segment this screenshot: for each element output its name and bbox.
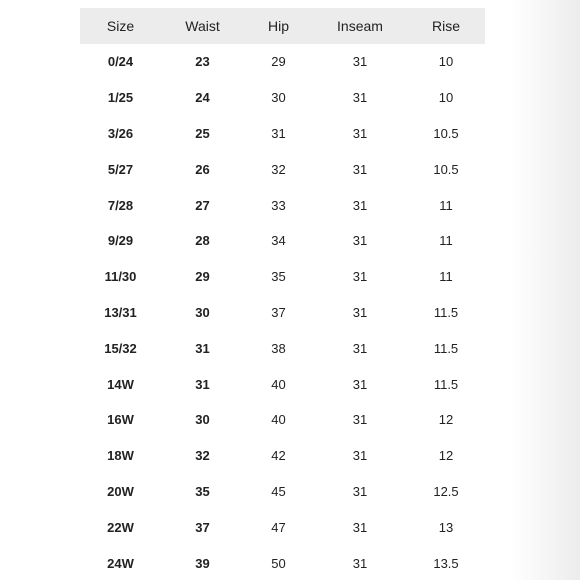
- cell-hip: 30: [271, 90, 286, 106]
- cell-rise: 12: [438, 412, 454, 428]
- cell-rise: 11.5: [433, 376, 459, 392]
- cell-hip: 50: [271, 555, 286, 571]
- size-chart-table: [80, 8, 485, 580]
- cell-inseam: 31: [352, 54, 368, 70]
- cell-inseam: 31: [352, 412, 368, 428]
- size-chart-header: [80, 8, 485, 44]
- cell-inseam: 31: [352, 125, 368, 141]
- cell-hip: 31: [271, 125, 286, 141]
- table-row: [80, 295, 485, 331]
- table-row: [80, 116, 485, 152]
- cell-hip: 42: [271, 448, 286, 464]
- cell-waist: 31: [195, 340, 210, 356]
- cell-inseam: 31: [352, 376, 368, 392]
- cell-hip: 29: [271, 54, 286, 70]
- cell-waist: 23: [195, 54, 210, 70]
- cell-waist: 30: [195, 304, 210, 320]
- cell-waist: 29: [195, 269, 210, 285]
- header-inseam: Inseam: [337, 18, 383, 34]
- cell-hip: 34: [271, 233, 286, 249]
- cell-inseam: 31: [352, 304, 368, 320]
- cell-size: 13/31: [104, 304, 137, 320]
- table-row: [80, 80, 485, 116]
- cell-inseam: 31: [352, 233, 368, 249]
- cell-inseam: 31: [352, 90, 368, 106]
- cell-waist: 37: [195, 519, 210, 535]
- cell-waist: 28: [195, 233, 210, 249]
- cell-rise: 12: [438, 448, 454, 464]
- table-row: [80, 330, 485, 366]
- cell-hip: 45: [271, 483, 286, 499]
- cell-size: 22W: [107, 519, 134, 535]
- cell-waist: 25: [195, 125, 210, 141]
- table-row: [80, 187, 485, 223]
- cell-waist: 27: [195, 197, 210, 213]
- table-row: [80, 474, 485, 510]
- table-row: [80, 44, 485, 80]
- cell-rise: 10.5: [433, 125, 459, 141]
- cell-size: 1/25: [107, 90, 134, 106]
- cell-size: 5/27: [107, 161, 134, 177]
- cell-rise: 10: [438, 54, 454, 70]
- cell-size: 14W: [107, 376, 134, 392]
- cell-waist: 31: [195, 376, 210, 392]
- cell-size: 15/32: [104, 340, 137, 356]
- table-row: [80, 259, 485, 295]
- cell-inseam: 31: [352, 555, 368, 571]
- cell-size: 24W: [107, 555, 134, 571]
- cell-inseam: 31: [352, 161, 368, 177]
- cell-waist: 26: [195, 161, 210, 177]
- size-chart-body: [80, 44, 485, 580]
- cell-rise: 11: [439, 269, 453, 285]
- cell-rise: 10: [438, 90, 454, 106]
- cell-size: 0/24: [107, 54, 134, 70]
- cell-hip: 38: [271, 340, 286, 356]
- cell-size: 7/28: [107, 197, 134, 213]
- cell-rise: 13.5: [433, 555, 459, 571]
- cell-rise: 11: [439, 197, 453, 213]
- cell-hip: 37: [271, 304, 286, 320]
- cell-inseam: 31: [352, 269, 368, 285]
- cell-inseam: 31: [352, 448, 368, 464]
- cell-size: 18W: [107, 448, 134, 464]
- cell-rise: 10.5: [433, 161, 459, 177]
- cell-inseam: 31: [352, 197, 368, 213]
- cell-inseam: 31: [352, 519, 368, 535]
- table-row: [80, 545, 485, 580]
- cell-hip: 32: [271, 161, 286, 177]
- cell-rise: 13: [438, 519, 454, 535]
- cell-waist: 35: [195, 483, 210, 499]
- right-edge-shadow: [510, 0, 580, 580]
- cell-waist: 30: [195, 412, 210, 428]
- header-row: [80, 8, 485, 44]
- header-hip: Hip: [267, 18, 289, 34]
- table-row: [80, 151, 485, 187]
- header-waist: Waist: [185, 18, 220, 34]
- cell-inseam: 31: [352, 483, 368, 499]
- header-rise: Rise: [431, 18, 460, 34]
- cell-hip: 40: [271, 412, 286, 428]
- cell-waist: 24: [195, 90, 210, 106]
- cell-hip: 35: [271, 269, 286, 285]
- cell-rise: 11.5: [433, 340, 459, 356]
- cell-rise: 11.5: [433, 304, 459, 320]
- cell-size: 3/26: [107, 125, 134, 141]
- cell-rise: 11: [439, 233, 453, 249]
- cell-size: 20W: [107, 483, 134, 499]
- table-row: [80, 402, 485, 438]
- cell-waist: 32: [195, 448, 210, 464]
- cell-size: 16W: [107, 412, 134, 428]
- cell-hip: 47: [271, 519, 286, 535]
- cell-size: 9/29: [107, 233, 134, 249]
- header-size: Size: [106, 18, 135, 34]
- cell-hip: 33: [271, 197, 286, 213]
- cell-rise: 12.5: [433, 483, 459, 499]
- cell-inseam: 31: [352, 340, 368, 356]
- cell-waist: 39: [195, 555, 210, 571]
- table-row: [80, 223, 485, 259]
- table-row: [80, 509, 485, 545]
- cell-size: 11/30: [104, 269, 137, 285]
- table-row: [80, 438, 485, 474]
- table-row: [80, 366, 485, 402]
- cell-hip: 40: [271, 376, 286, 392]
